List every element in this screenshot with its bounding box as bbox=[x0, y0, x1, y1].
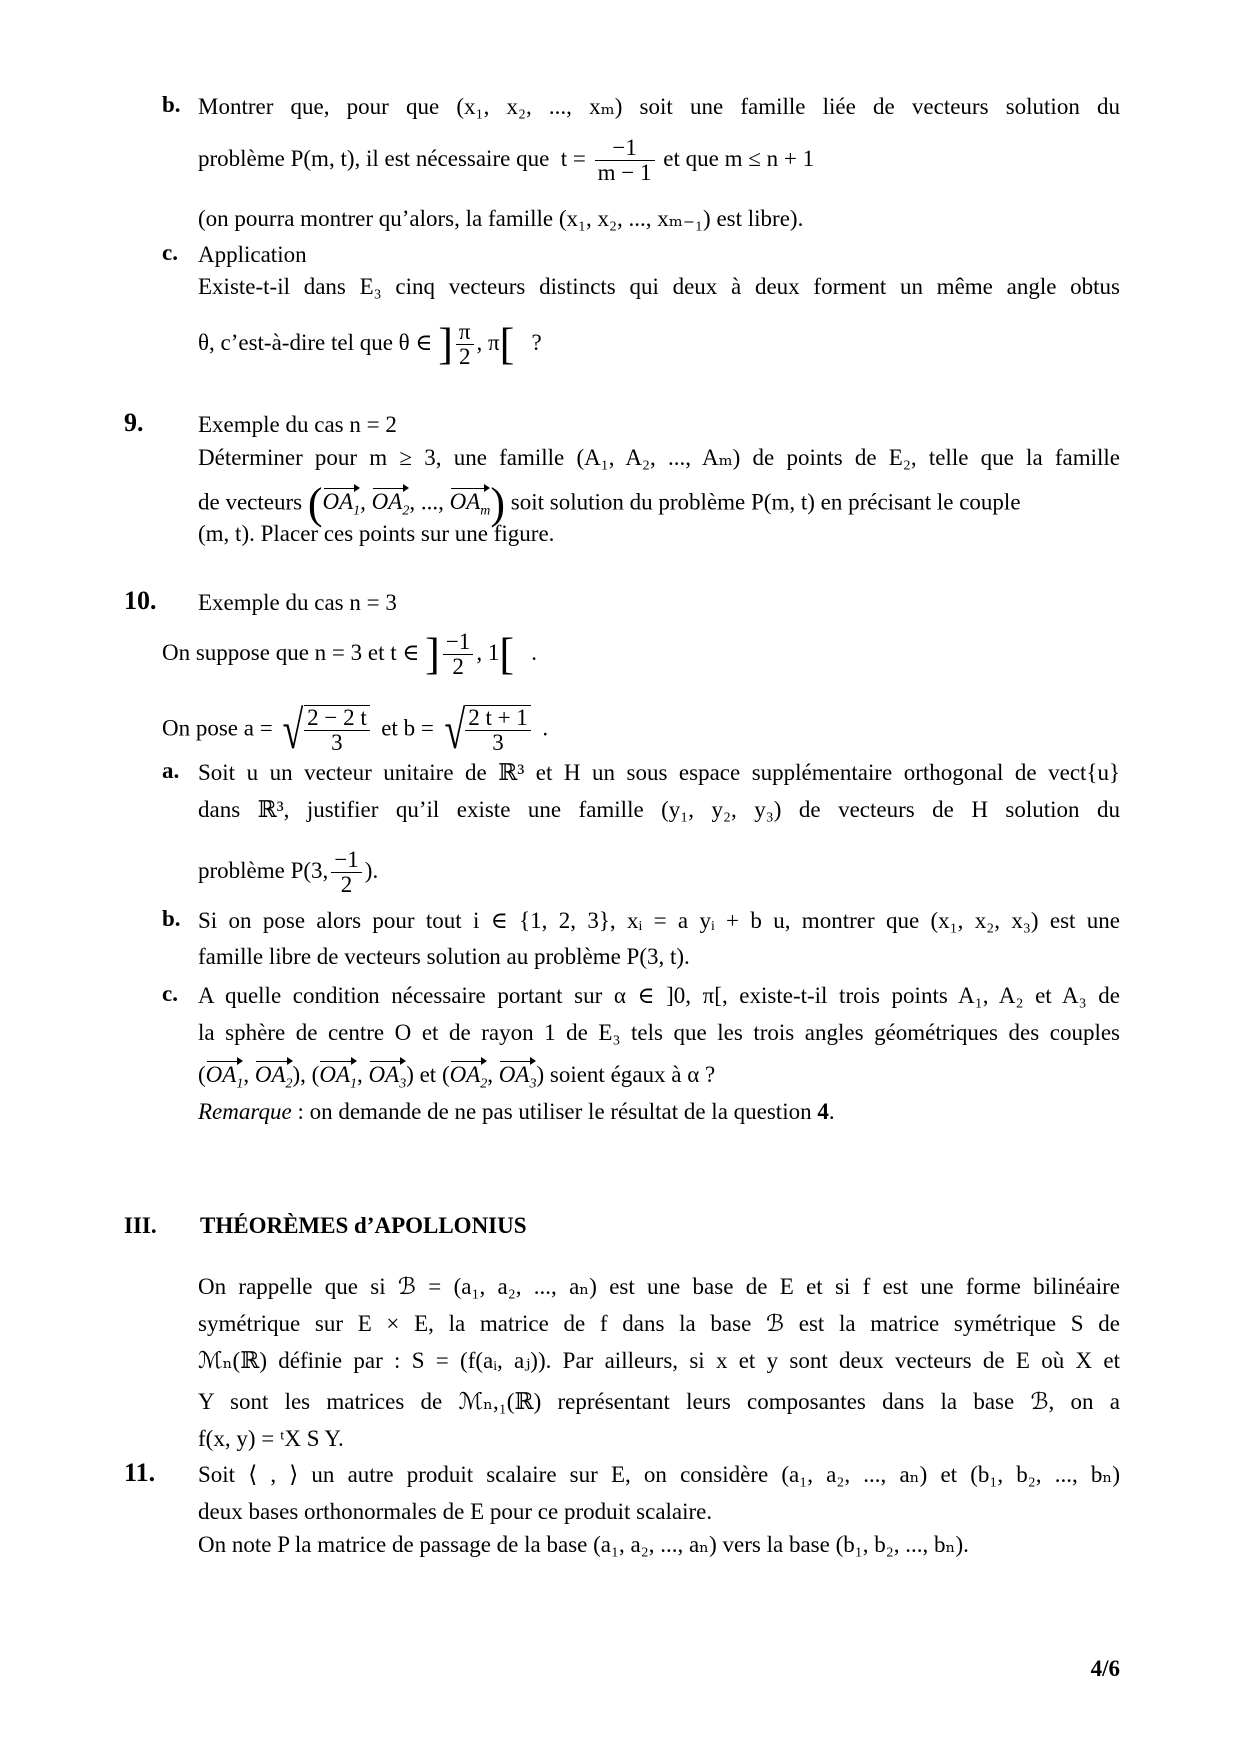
q10-b-line-2: famille libre de vecteurs solution au problème P(3, t). bbox=[198, 944, 690, 969]
q10-a-line-3: problème P(3, $\frac{-1}{2}$ ). bbox=[198, 847, 379, 897]
q8-b-label: b. bbox=[162, 92, 181, 117]
q9-line-3: (m, t). Placer ces points sur une figure. bbox=[198, 521, 555, 546]
section-3-title: THÉORÈMES d’APOLLONIUS bbox=[200, 1213, 527, 1238]
page-number: 4/6 bbox=[1090, 1656, 1120, 1681]
q9-line-1: Déterminer pour m ≥ 3, une famille (A₁, A₂, ..., Aₘ) de points de E₂, telle que la famille bbox=[198, 445, 1120, 470]
q8-b-line-1: Montrer que, pour que (x₁, x₂, ..., xₘ) soit une famille liée de vecteurs solution du bbox=[198, 94, 1120, 119]
q8-b-line-2: problème P(m, t), il est nécessaire que t = $\frac{-1}{m - 1}$ et que m ≤ n + 1 bbox=[198, 135, 815, 185]
q9-title: Exemple du cas n = 2 bbox=[198, 412, 397, 437]
q10-c-label: c. bbox=[162, 981, 178, 1006]
q10-remark: Remarque : on demande de ne pas utiliser le résultat de la question 4. bbox=[198, 1099, 835, 1124]
q8-c-label: c. bbox=[162, 240, 178, 265]
section-3-p1: On rappelle que si ℬ = (a₁, a₂, ..., aₙ) est une base de E et si f est une forme bilinéaire bbox=[198, 1274, 1120, 1299]
q10-b-line-1: Si on pose alors pour tout i ∈ {1, 2, 3}, xᵢ = a yᵢ + b u, montrer que (x₁, x₂, x₃) est une bbox=[198, 908, 1120, 933]
q11-line-1: Soit ⟨ , ⟩ un autre produit scalaire sur E, on considère (a₁, a₂, ..., aₙ) et (b₁, b₂, ..., bₙ) bbox=[198, 1462, 1120, 1487]
q10-number: 10. bbox=[124, 586, 157, 615]
q8-c-title: Application bbox=[198, 242, 307, 267]
q10-pose: On pose a = √ $\frac{2 - 2 t}{3}$ et b = √ $\frac{2 t + 1}{3}$ . bbox=[162, 700, 549, 760]
sqrt-a: √ $\frac{2 - 2 t}{3}$ bbox=[278, 700, 369, 760]
q9-number: 9. bbox=[124, 408, 144, 437]
section-3-p3: ℳₙ(ℝ) définie par : S = (f(aᵢ, aⱼ)). Par ailleurs, si x et y sont deux vecteurs de E où X et bbox=[198, 1348, 1120, 1373]
q8-c-fraction: $\frac{\pi}{2}$ bbox=[456, 320, 474, 369]
q8-c-line-1: Existe-t-il dans E₃ cinq vecteurs distincts qui deux à deux forment un même angle obtus bbox=[198, 274, 1120, 299]
q9-line-2: de vecteurs ($OA_1$, $OA_2$, ..., $OA_m$) soit solution du problème P(m, t) en précisant le couple bbox=[198, 479, 1021, 528]
section-3-p2: symétrique sur E × E, la matrice de f dans la base ℬ est la matrice symétrique S de bbox=[198, 1311, 1120, 1336]
q10-a-label: a. bbox=[162, 758, 180, 783]
q8-c-line-2: θ, c’est-à-dire tel que θ ∈ ] $\frac{\pi}{2}$ , π[ ? bbox=[198, 319, 542, 369]
q11-line-2: deux bases orthonormales de E pour ce produit scalaire. bbox=[198, 1499, 713, 1524]
q8-b-text-2: problème P(m, t), il est nécessaire que bbox=[198, 145, 550, 171]
q11-line-3: On note P la matrice de passage de la base (a₁, a₂, ..., aₙ) vers la base (b₁, b₂, ..., bₙ). bbox=[198, 1532, 969, 1557]
section-3-p5: f(x, y) = ᵗX S Y. bbox=[198, 1426, 344, 1451]
vector-oam: $OA_m$ bbox=[450, 487, 491, 527]
q10-a-line-1: Soit u un vecteur unitaire de ℝ³ et H un sous espace supplémentaire orthogonal de vect{u} bbox=[198, 760, 1120, 785]
q8-b-line-4: (on pourra montrer qu’alors, la famille (x₁, x₂, ..., xₘ₋₁) est libre). bbox=[198, 206, 804, 231]
q10-c-line-3: ($OA_1$, $OA_2$), ($OA_1$, $OA_3$) et ($OA_2$, $OA_3$) soient égaux à α ? bbox=[198, 1060, 715, 1100]
section-3-number: III. bbox=[124, 1213, 157, 1238]
section-3-p4: Y sont les matrices de ℳₙ,₁(ℝ) représentant leurs composantes dans la base ℬ, on a bbox=[198, 1389, 1120, 1414]
vector-oa2: $OA_2$ bbox=[372, 487, 410, 527]
q10-c-line-2: la sphère de centre O et de rayon 1 de E₃ tels que les trois angles géométriques des couples bbox=[198, 1020, 1120, 1045]
vector-oa1: $OA_1$ bbox=[323, 487, 361, 527]
q10-a-line-2: dans ℝ³, justifier qu’il existe une famille (y₁, y₂, y₃) de vecteurs de H solution du bbox=[198, 797, 1120, 822]
q10-c-line-1: A quelle condition nécessaire portant sur α ∈ ]0, π[, existe-t-il trois points A₁, A₂ et A₃ de bbox=[198, 983, 1120, 1008]
q8-b-text-3: et que m ≤ n + 1 bbox=[663, 145, 815, 171]
q10-title: Exemple du cas n = 3 bbox=[198, 590, 397, 615]
q8-b-fraction: $\frac{-1}{m - 1}$ bbox=[595, 136, 655, 185]
sqrt-b: √ $\frac{2 t + 1}{3}$ bbox=[440, 700, 531, 760]
q11-number: 11. bbox=[124, 1458, 156, 1487]
q10-suppose: On suppose que n = 3 et t ∈ ] $\frac{-1}{2}$ , 1[ . bbox=[162, 629, 537, 679]
q10-b-label: b. bbox=[162, 906, 181, 931]
